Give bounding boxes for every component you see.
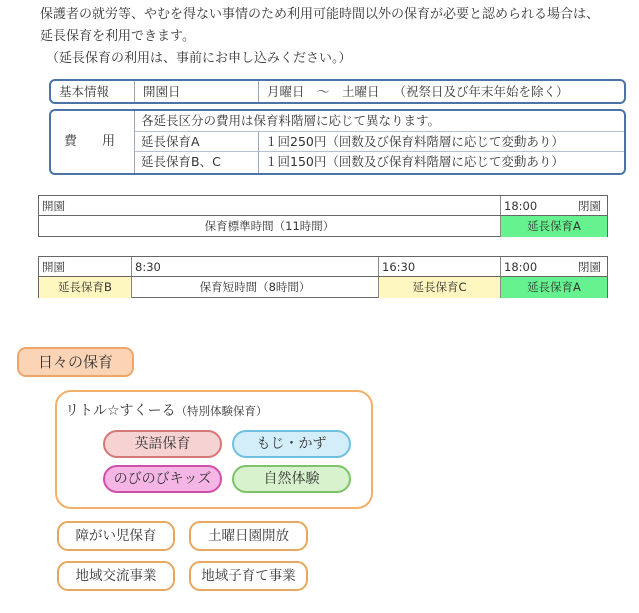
fees-note: 各延長区分の費用は保育料階層に応じて異なります。 <box>141 113 441 128</box>
intro-line-1: 保護者の就労等、やむを得ない事情のため利用可能時間以外の保育が必要と認められる場合は、 <box>40 7 600 22</box>
tag-saturday-open: 土曜日園開放 <box>189 521 308 551</box>
time-label <box>501 257 607 276</box>
fees-label: 費 用 <box>51 111 135 173</box>
intro-line-2: 延長保育を利用できます。 <box>40 29 195 44</box>
tag-community-exchange: 地域交流事業 <box>57 561 175 591</box>
little-school-sub: （特別体験保育） <box>175 404 268 418</box>
extension-a: 延長保育A <box>501 216 607 237</box>
schedule-standard-bar <box>39 216 607 237</box>
schedule-short-times <box>39 257 607 277</box>
little-school-title <box>65 400 268 420</box>
fee-price-bc: １回150円（回数及び保育料階層に応じて変動あり） <box>265 154 564 169</box>
intro-note: （延長保育の利用は、事前にお申し込みください。） <box>46 51 352 66</box>
schedule-standard-times <box>39 196 607 216</box>
schedule-short-bar <box>39 277 607 298</box>
extension-a: 延長保育A <box>501 277 607 298</box>
little-school-box <box>55 390 373 509</box>
tag-disability-care: 障がい児保育 <box>57 521 175 551</box>
extension-b: 延長保育B <box>39 277 132 298</box>
chip-nature: 自然体験 <box>232 465 351 493</box>
fee-price-a: １回250円（回数及び保育料階層に応じて変動あり） <box>265 133 564 149</box>
little-school-name: リトル☆すくーる <box>65 403 176 419</box>
schedule-short <box>38 256 608 298</box>
time-18: 18:00 <box>504 260 538 274</box>
tag-community-childcare: 地域子育て事業 <box>189 561 308 591</box>
time-label <box>501 196 607 215</box>
intro-text <box>40 4 635 70</box>
time-1630: 16:30 <box>379 257 501 276</box>
close-label: 閉園 <box>578 260 601 274</box>
open-label: 開園 <box>39 196 501 215</box>
time-18: 18:00 <box>504 199 538 213</box>
chip-letters-numbers: もじ・かず <box>232 430 351 458</box>
time-830: 8:30 <box>132 257 379 276</box>
opening-days-key: 開園日 <box>135 81 259 102</box>
fee-row-bc <box>135 152 624 173</box>
fee-row-a <box>135 132 624 153</box>
chip-nobinobi-kids: のびのびキッズ <box>103 465 222 493</box>
daily-care-heading: 日々の保育 <box>17 347 134 377</box>
basic-info-box <box>49 79 626 104</box>
fees-box <box>49 109 626 175</box>
basic-info-label: 基本情報 <box>51 81 135 102</box>
schedule-standard <box>38 195 608 237</box>
opening-days: 月曜日 ～ 土曜日 <box>267 84 380 99</box>
short-hours: 保育短時間（8時間） <box>132 277 379 298</box>
standard-hours: 保育標準時間（11時間） <box>39 216 501 237</box>
fee-name-a: 延長保育A <box>135 132 259 152</box>
extension-c: 延長保育C <box>379 277 501 298</box>
close-label: 閉園 <box>578 199 601 213</box>
opening-days-exception: （祝祭日及び年末年始を除く） <box>393 84 569 99</box>
opening-days-value <box>259 81 624 102</box>
chip-english: 英語保育 <box>103 430 222 458</box>
fees-note-row <box>135 111 624 132</box>
fee-name-bc: 延長保育B、C <box>135 152 259 173</box>
open-label: 開園 <box>39 257 132 276</box>
